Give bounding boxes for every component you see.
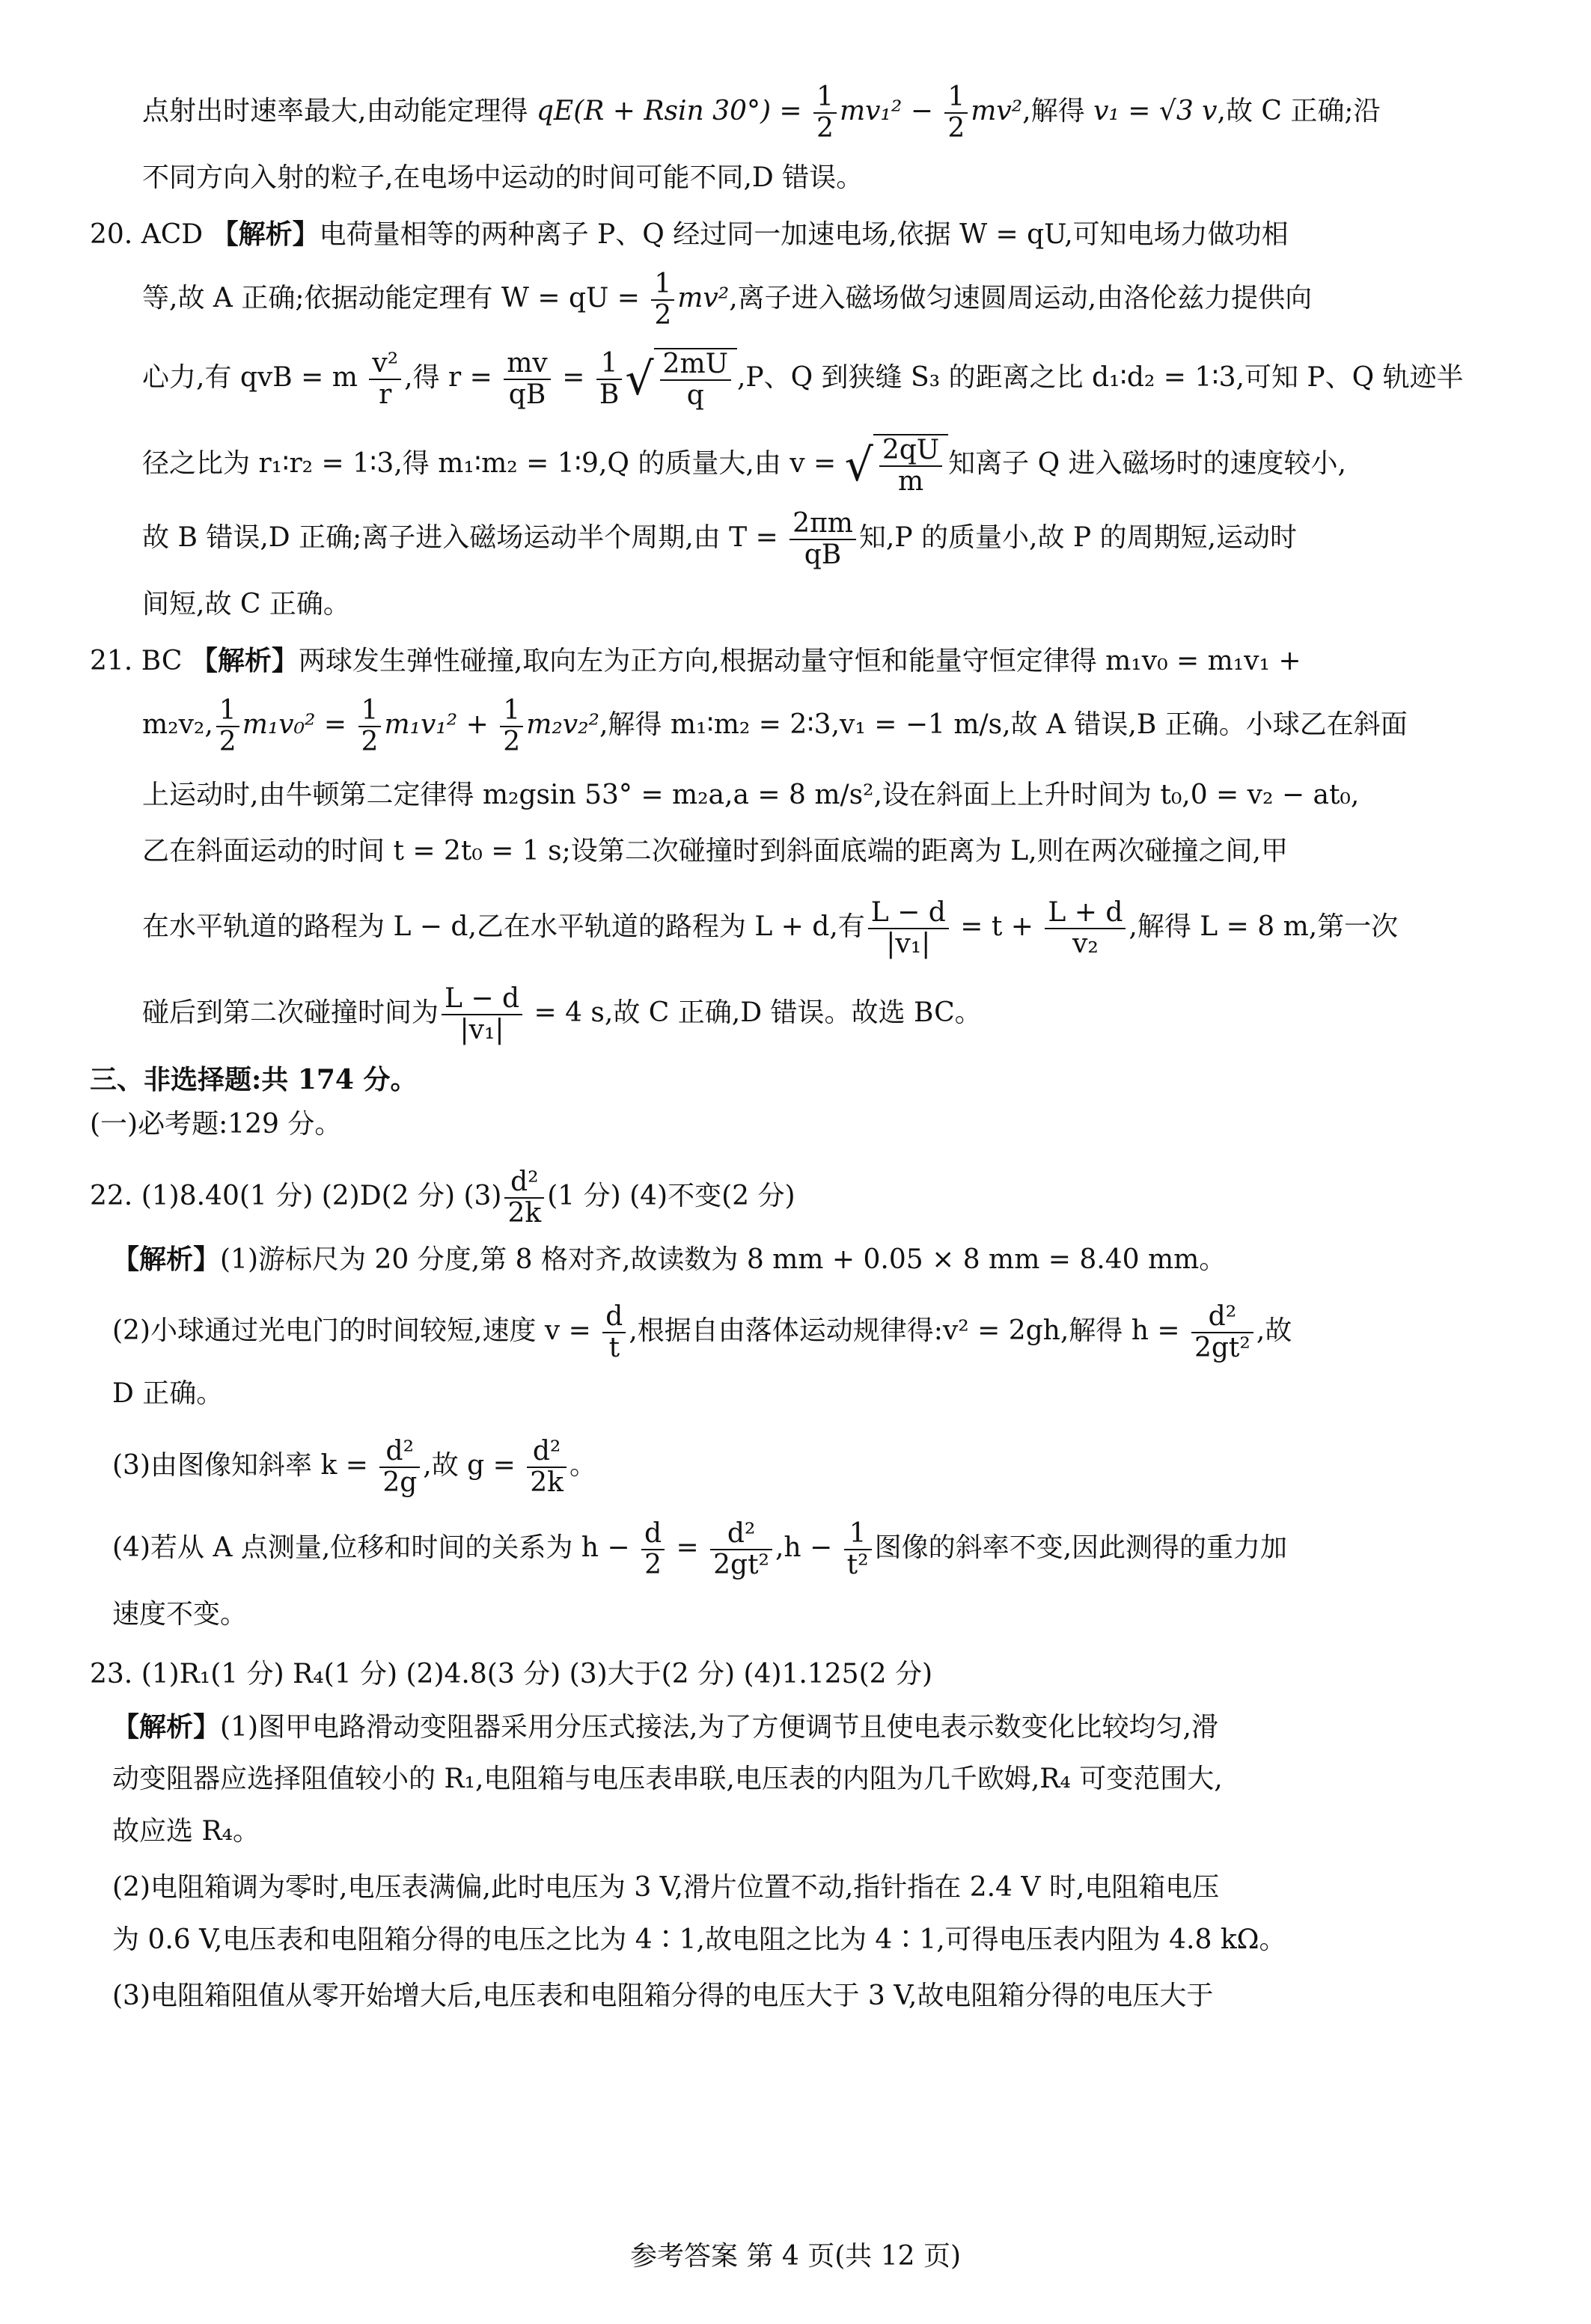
text-line: 【解析】(1)图甲电路滑动变阻器采用分压式接法,为了方便调节且使电表示数变化比较均匀,滑: [112, 1711, 1218, 1743]
text-line: 为 0.6 V,电压表和电阻箱分得的电压之比为 4∶1,故电阻之比为 4∶1,可得电压表内阻为 4.8 kΩ。: [112, 1924, 1286, 1955]
text-line: (4)若从 A 点测量,位移和时间的关系为 h − $\frac{d}{2}$ = $\frac{\text{d²}}{\text{2gt²}}$ ,h − $\frac{1}{\text{t²}}$ 图像的斜率不变,因此测得的重力加: [112, 1518, 1288, 1580]
fraction: $\frac{1}{B}$: [596, 349, 622, 410]
text-line: m₂v₂, $\frac{1}{2}$ m₁v₀² = $\frac{1}{2}$ m₁v₁² + $\frac{1}{2}$ m₂v₂²,解得 m₁∶m₂ = 2∶3,v₁ = −1 m/s,故 A 错误,B 正确。小球乙在斜面: [142, 695, 1408, 757]
fraction: $\frac{L - d}{\text{|v₁|}}$: [442, 984, 522, 1045]
fraction: $\frac{\text{d²}}{2k}$: [504, 1167, 544, 1229]
text-line: D 正确。: [112, 1378, 224, 1409]
fraction: $\frac{mv}{qB}$: [504, 349, 550, 410]
text-line: 点射出时速率最大,由动能定理得 qE(R + Rsin 30°) = $\frac{1}{2}$ mv₁² − $\frac{1}{2}$ mv²,解得 v₁ = √3 v,故 C 正确;沿: [142, 82, 1381, 144]
text-line: 心力,有 qvB = m $\frac{\text{v²}}{r}$ ,得 r = $\frac{mv}{qB}$ = $\frac{1}{B}$ √ $\frac{2mU}{q}$ ,P、Q 到狭缝 S₃ 的距离之比 d₁∶d₂ = 1∶3,可知 P、Q 轨迹半: [142, 348, 1464, 411]
text-line: 动变阻器应选择阻值较小的 R₁,电阻箱与电压表串联,电压表的内阻为几千欧姆,R₄ 可变范围大,: [112, 1764, 1223, 1794]
fraction: $\frac{1}{2}$: [813, 82, 837, 144]
page-footer: 参考答案 第 4 页(共 12 页): [629, 2241, 962, 2272]
fraction: $\frac{L - d}{\text{|v₁|}}$: [868, 898, 949, 959]
text-line: (2)电阻箱调为零时,电压表满偏,此时电压为 3 V,滑片位置不动,指针指在 2.4 V 时,电阻箱电压: [112, 1872, 1220, 1903]
text-line: 上运动时,由牛顿第二定律得 m₂gsin 53° = m₂a,a = 8 m/s²,设在斜面上上升时间为 t₀,0 = v₂ − at₀,: [142, 780, 1360, 810]
question-22-answers: 22. (1)8.40(1 分) (2)D(2 分) (3) $\frac{\text{d²}}{2k}$ (1 分) (4)不变(2 分): [90, 1166, 796, 1229]
fraction: $\frac{1}{2}$: [944, 82, 968, 144]
text-line: (3)由图像知斜率 k = $\frac{\text{d²}}{2g}$ ,故 g = $\frac{\text{d²}}{2k}$ 。: [112, 1436, 596, 1498]
fraction: $\frac{1}{2}$: [651, 269, 674, 331]
question-21-header: 21. BC 【解析】两球发生弹性碰撞,取向左为正方向,根据动量守恒和能量守恒定律得 m₁v₀ = m₁v₁ +: [90, 645, 1301, 676]
fraction: $\frac{\text{d²}}{2g}$: [379, 1437, 420, 1498]
text-line: 间短,故 C 正确。: [142, 589, 350, 620]
fraction: $\frac{\text{v²}}{r}$: [369, 349, 401, 410]
square-root: √ $\frac{2mU}{q}$: [625, 348, 737, 411]
question-23-answers: 23. (1)R₁(1 分) R₄(1 分) (2)4.8(3 分) (3)大于(2 分) (4)1.125(2 分): [90, 1659, 933, 1690]
fraction: $\frac{2\pi m}{qB}$: [790, 509, 856, 570]
text-line: 故 B 错误,D 正确;离子进入磁场运动半个周期,由 T = $\frac{2\pi m}{qB}$ 知,P 的质量小,故 P 的周期短,运动时: [142, 508, 1297, 570]
text-line: 速度不变。: [112, 1599, 248, 1630]
fraction: $\frac{1}{2}$: [358, 696, 382, 757]
text-line: 在水平轨道的路程为 L − d,乙在水平轨道的路程为 L + d,有 $\frac{L - d}{\text{|v₁|}}$ = t + $\frac{L + d}{\text{v₂}}$ ,解得 L = 8 m,第一次: [142, 897, 1399, 959]
text-line: 碰后到第二次碰撞时间为 $\frac{L - d}{\text{|v₁|}}$ = 4 s,故 C 正确,D 错误。故选 BC。: [142, 983, 982, 1045]
section-heading: 三、非选择题:共 174 分。: [90, 1064, 418, 1095]
text-line: 乙在斜面运动的时间 t = 2t₀ = 1 s;设第二次碰撞时到斜面底端的距离为 L,则在两次碰撞之间,甲: [142, 836, 1289, 866]
fraction: $\frac{\text{d²}}{2k}$: [527, 1437, 567, 1498]
fraction: $\frac{d}{t}$: [602, 1302, 626, 1363]
text-line: 故应选 R₄。: [112, 1816, 260, 1847]
text-line: (3)电阻箱阻值从零开始增大后,电压表和电阻箱分得的电压大于 3 V,故电阻箱分得的电压大于: [112, 1981, 1214, 2011]
fraction: $\frac{1}{\text{t²}}$: [844, 1519, 872, 1580]
text-line: 等,故 A 正确;依据动能定理有 W = qU = $\frac{1}{2}$ mv²,离子进入磁场做匀速圆周运动,由洛伦兹力提供向: [142, 269, 1313, 331]
fraction: $\frac{d}{2}$: [641, 1519, 665, 1580]
fraction: $\frac{1}{2}$: [500, 696, 523, 757]
text-line: 不同方向入射的粒子,在电场中运动的时间可能不同,D 错误。: [142, 162, 864, 193]
text-line: 【解析】(1)游标尺为 20 分度,第 8 格对齐,故读数为 8 mm + 0.05 × 8 mm = 8.40 mm。: [112, 1244, 1227, 1275]
fraction: $\frac{L + d}{\text{v₂}}$: [1045, 898, 1126, 959]
text-line: (2)小球通过光电门的时间较短,速度 v = $\frac{d}{t}$ ,根据自由落体运动规律得:v² = 2gh,解得 h = $\frac{\text{d²}}{\text{2gt²}}$ ,故: [112, 1301, 1292, 1363]
question-20-header: 20. ACD 【解析】电荷量相等的两种离子 P、Q 经过同一加速电场,依据 W = qU,可知电场力做功相: [90, 218, 1289, 250]
subsection-heading: (一)必考题:129 分。: [90, 1109, 342, 1140]
fraction: $\frac{\text{d²}}{\text{2gt²}}$: [1191, 1302, 1253, 1363]
fraction: $\frac{1}{2}$: [216, 696, 239, 757]
square-root: √ $\frac{2qU}{m}$: [845, 434, 949, 497]
text-line: 径之比为 r₁∶r₂ = 1∶3,得 m₁∶m₂ = 1∶9,Q 的质量大,由 v = √ $\frac{2qU}{m}$ 知离子 Q 进入磁场时的速度较小,: [142, 435, 1347, 497]
fraction: $\frac{\text{d²}}{\text{2gt²}}$: [710, 1519, 772, 1580]
